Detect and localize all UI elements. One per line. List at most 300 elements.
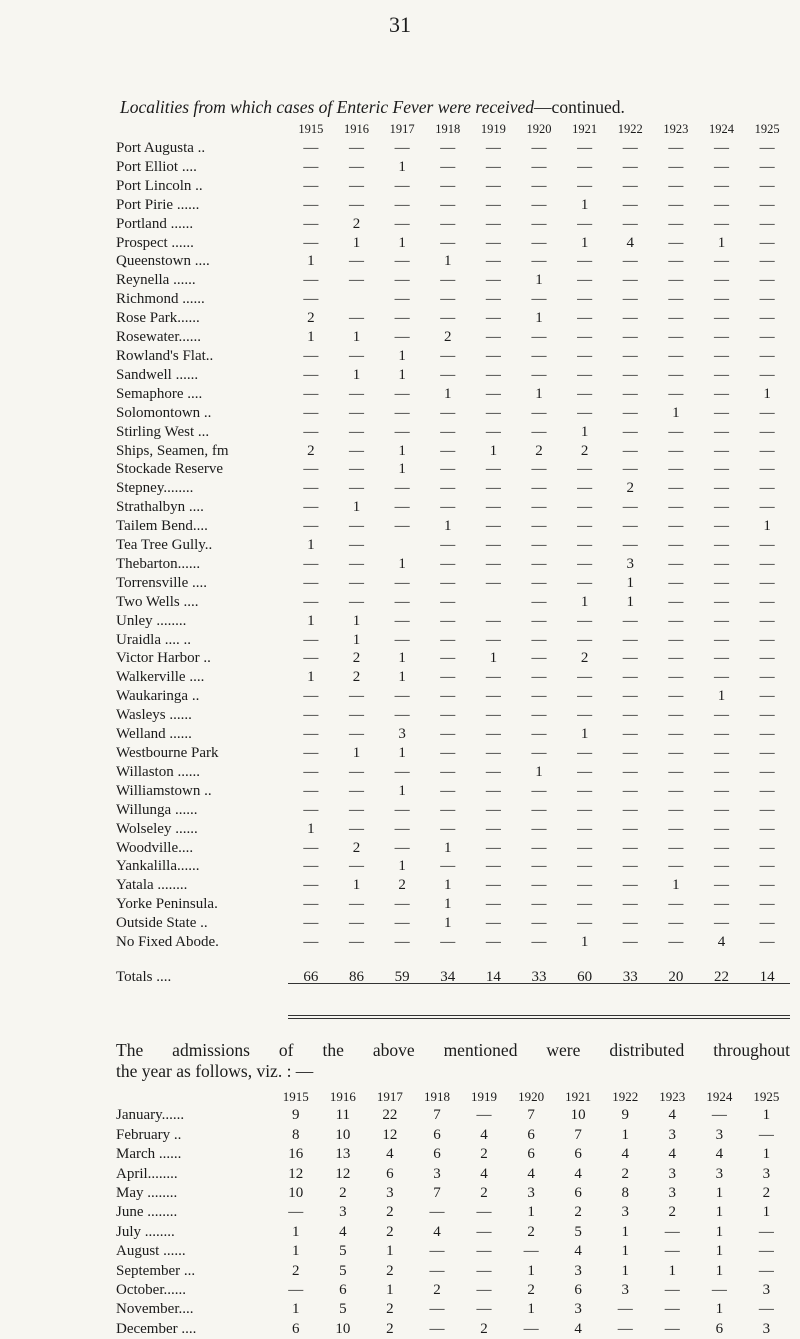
value-cell: 4 (717, 934, 726, 951)
row-label: Wolseley ...... (116, 820, 198, 837)
value-cell: — (714, 763, 730, 780)
value-cell: — (622, 839, 638, 856)
value-cell: — (668, 669, 684, 686)
value-cell: 1 (444, 839, 452, 856)
value-cell: 1 (762, 1107, 771, 1124)
row-label: Portland ...... (116, 215, 194, 232)
year-header: 1919 (480, 122, 506, 136)
value-cell: — (485, 158, 501, 175)
value-cell: — (531, 820, 547, 837)
value-cell: — (664, 1301, 680, 1318)
value-cell: — (577, 461, 593, 478)
value-cell: 1 (621, 1262, 629, 1279)
value-cell: — (440, 555, 456, 572)
value-cell: — (303, 763, 319, 780)
value-cell: — (668, 518, 684, 535)
value-cell: — (714, 896, 730, 913)
value-cell: — (485, 310, 501, 327)
value-cell: — (668, 896, 684, 913)
value-cell: — (577, 915, 593, 932)
value-cell: — (303, 877, 319, 894)
value-cell: — (714, 177, 730, 194)
value-cell: — (485, 801, 501, 818)
value-cell: — (668, 745, 684, 761)
value-cell: 3 (668, 1185, 676, 1202)
value-cell: — (668, 858, 684, 875)
value-cell: — (531, 366, 547, 383)
value-cell: — (617, 1301, 633, 1318)
value-cell: — (714, 537, 730, 554)
value-cell: — (394, 291, 410, 308)
value-cell: 2 (762, 1185, 771, 1202)
value-cell: — (759, 877, 775, 894)
row-label: October...... (116, 1282, 186, 1299)
value-cell: — (577, 347, 593, 364)
value-cell: — (349, 310, 365, 327)
value-cell: 4 (626, 234, 635, 251)
value-cell: — (531, 896, 547, 913)
value-cell: 6 (433, 1146, 441, 1163)
value-cell: — (485, 291, 501, 308)
value-cell: — (622, 763, 638, 780)
locality-row (116, 177, 790, 196)
value-cell: 1 (398, 669, 406, 686)
value-cell: 5 (574, 1223, 582, 1240)
value-cell: — (531, 707, 547, 724)
value-cell: 1 (626, 593, 635, 610)
value-cell: 9 (621, 1107, 629, 1124)
value-cell: — (531, 782, 547, 799)
locality-row (116, 801, 790, 820)
value-cell: 1 (398, 234, 406, 251)
locality-row (116, 234, 790, 253)
value-cell: — (485, 688, 501, 705)
value-cell: 1 (398, 745, 406, 761)
value-cell: 5 (339, 1243, 347, 1260)
value-cell: 12 (382, 1126, 398, 1143)
year-header-row (116, 1087, 790, 1106)
value-cell: 1 (621, 1223, 629, 1240)
total-cell: 33 (531, 968, 547, 985)
value-cell: — (668, 158, 684, 175)
row-label: Willunga ...... (116, 801, 198, 818)
value-cell: — (759, 839, 775, 856)
value-cell: 1 (444, 896, 452, 913)
value-cell: — (714, 310, 730, 327)
heading-suffix: —continued. (534, 97, 625, 117)
value-cell: — (303, 707, 319, 724)
locality-row (116, 517, 790, 536)
value-cell: — (485, 555, 501, 572)
value-cell: — (440, 745, 456, 761)
value-cell: — (668, 234, 684, 251)
value-cell: 6 (574, 1146, 582, 1163)
value-cell: — (714, 745, 730, 761)
value-cell: 12 (288, 1165, 304, 1182)
value-cell: — (440, 782, 456, 799)
value-cell: 1 (307, 669, 315, 686)
value-cell: — (440, 650, 456, 667)
value-cell: — (759, 820, 775, 837)
value-cell: — (476, 1204, 492, 1221)
value-cell: 2 (307, 310, 315, 327)
month-row (116, 1184, 790, 1203)
heading-title: Localities from which cases of Enteric Fever were received (120, 97, 535, 117)
value-cell: — (531, 423, 547, 440)
value-cell: 4 (480, 1126, 488, 1143)
value-cell: — (394, 480, 410, 497)
value-cell: — (429, 1243, 445, 1260)
value-cell: — (531, 347, 547, 364)
value-cell: — (668, 782, 684, 799)
value-cell: — (440, 726, 456, 743)
row-label: August ...... (116, 1243, 186, 1260)
value-cell: 2 (480, 1146, 488, 1163)
value-cell: — (485, 499, 501, 516)
value-cell: 1 (307, 612, 315, 629)
value-cell: 3 (762, 1282, 771, 1299)
value-cell: — (577, 688, 593, 705)
value-cell: 3 (715, 1126, 724, 1143)
year-header: 1925 (753, 1089, 780, 1104)
value-cell: — (577, 499, 593, 516)
value-cell: — (440, 140, 456, 156)
value-cell: — (714, 574, 730, 591)
value-cell: — (714, 518, 730, 535)
value-cell: — (394, 518, 410, 535)
value-cell: — (394, 763, 410, 780)
value-cell: — (394, 310, 410, 327)
value-cell: 1 (398, 782, 406, 799)
value-cell: — (485, 612, 501, 629)
value-cell: — (622, 253, 638, 270)
value-cell: 1 (352, 612, 361, 629)
value-cell: — (714, 329, 730, 346)
row-label: Queenstown .... (116, 253, 210, 270)
locality-row (116, 744, 790, 763)
value-cell: — (440, 234, 456, 251)
value-cell: 1 (626, 574, 635, 591)
value-cell: — (303, 631, 319, 648)
row-label: September ... (116, 1262, 196, 1279)
value-cell: — (440, 574, 456, 591)
value-cell: — (668, 612, 684, 629)
value-cell: — (577, 140, 593, 156)
value-cell: — (714, 612, 730, 629)
value-cell: 4 (480, 1165, 488, 1182)
value-cell: — (577, 253, 593, 270)
row-label: Sandwell ...... (116, 366, 199, 383)
locality-row (116, 631, 790, 650)
value-cell: — (668, 140, 684, 156)
value-cell: — (622, 442, 638, 459)
value-cell: — (577, 272, 593, 289)
value-cell: 6 (292, 1320, 300, 1337)
value-cell: 1 (621, 1126, 629, 1143)
value-cell: — (440, 934, 456, 951)
value-cell: — (476, 1301, 492, 1318)
value-cell: 1 (444, 877, 452, 894)
value-cell: — (531, 537, 547, 554)
value-cell (471, 593, 517, 612)
value-cell: 10 (335, 1320, 351, 1337)
value-cell: — (485, 896, 501, 913)
month-row (116, 1281, 790, 1300)
value-cell: — (485, 480, 501, 497)
value-cell: — (485, 423, 501, 440)
value-cell: — (531, 158, 547, 175)
value-cell: — (668, 763, 684, 780)
row-label: Walkerville .... (116, 669, 205, 686)
value-cell: — (759, 272, 775, 289)
value-cell: — (622, 366, 638, 383)
value-cell: — (759, 631, 775, 648)
year-header: 1921 (565, 1089, 592, 1104)
value-cell: — (303, 347, 319, 364)
value-cell: — (440, 442, 456, 459)
total-cell: 59 (394, 968, 410, 985)
value-cell: — (303, 177, 319, 194)
month-row (116, 1223, 790, 1242)
value-cell: — (622, 291, 638, 308)
value-cell: — (394, 140, 410, 156)
value-cell: — (711, 1107, 727, 1124)
value-cell: — (759, 442, 775, 459)
paragraph-line-2: the year as follows, viz. : — (116, 1061, 314, 1081)
value-cell: — (394, 934, 410, 951)
value-cell: — (531, 858, 547, 875)
value-cell: 1 (352, 234, 361, 251)
value-cell: — (577, 555, 593, 572)
value-cell: — (759, 140, 775, 156)
value-cell: — (668, 707, 684, 724)
value-cell: — (759, 669, 775, 686)
value-cell: 4 (668, 1107, 676, 1124)
value-cell: — (622, 650, 638, 667)
localities-table (116, 120, 790, 987)
value-cell: — (303, 555, 319, 572)
value-cell: — (531, 480, 547, 497)
value-cell: 3 (339, 1204, 347, 1221)
value-cell: 1 (398, 555, 406, 572)
value-cell: 2 (386, 1262, 394, 1279)
value-cell: 2 (386, 1204, 394, 1221)
value-cell: — (577, 574, 593, 591)
value-cell: — (349, 461, 365, 478)
value-cell: — (577, 669, 593, 686)
value-cell: — (485, 385, 501, 402)
value-cell: — (349, 896, 365, 913)
value-cell: — (485, 253, 501, 270)
value-cell: 1 (715, 1301, 724, 1318)
value-cell: 2 (386, 1320, 394, 1337)
value-cell: — (577, 839, 593, 856)
value-cell: — (429, 1301, 445, 1318)
value-cell: — (485, 820, 501, 837)
value-cell: — (759, 763, 775, 780)
value-cell: — (485, 858, 501, 875)
value-cell: — (394, 896, 410, 913)
value-cell: — (759, 726, 775, 743)
header-spacer (116, 120, 288, 139)
locality-row (116, 404, 790, 423)
value-cell: — (622, 310, 638, 327)
value-cell: — (622, 934, 638, 951)
value-cell: — (440, 461, 456, 478)
value-cell: — (759, 593, 775, 610)
value-cell: — (759, 499, 775, 516)
value-cell: — (758, 1126, 774, 1143)
value-cell: 3 (386, 1185, 394, 1202)
locality-row (116, 290, 790, 309)
year-header: 1916 (329, 1089, 356, 1104)
month-row (116, 1203, 790, 1222)
value-cell: 1 (621, 1243, 629, 1260)
value-cell: 1 (535, 385, 543, 402)
table-heading (120, 97, 790, 118)
value-cell: — (714, 839, 730, 856)
value-cell: — (577, 366, 593, 383)
value-cell: — (349, 726, 365, 743)
value-cell: — (759, 801, 775, 818)
value-cell: 1 (580, 726, 589, 743)
value-cell: 1 (489, 442, 498, 459)
value-cell: — (485, 537, 501, 554)
value-cell: — (759, 574, 775, 591)
value-cell: — (440, 291, 456, 308)
value-cell: — (622, 461, 638, 478)
value-cell: — (303, 782, 319, 799)
value-cell: — (714, 650, 730, 667)
value-cell: 2 (621, 1165, 629, 1182)
value-cell: — (349, 385, 365, 402)
value-cell: — (759, 650, 775, 667)
value-cell: — (394, 499, 410, 516)
value-cell: — (668, 385, 684, 402)
value-cell: — (714, 877, 730, 894)
value-cell: — (288, 1282, 304, 1299)
value-cell: — (759, 423, 775, 440)
value-cell: — (577, 820, 593, 837)
value-cell: — (485, 726, 501, 743)
value-cell: — (349, 404, 365, 421)
year-header: 1922 (612, 1089, 639, 1104)
value-cell: — (440, 404, 456, 421)
value-cell: — (711, 1282, 727, 1299)
value-cell: 3 (626, 555, 635, 572)
value-cell: — (485, 404, 501, 421)
value-cell: 1 (386, 1282, 394, 1299)
locality-row (116, 555, 790, 574)
value-cell: — (440, 707, 456, 724)
row-label: Uraidla .... .. (116, 631, 191, 648)
value-cell: 2 (535, 442, 543, 459)
value-cell: 2 (444, 329, 452, 346)
value-cell: 1 (715, 1185, 724, 1202)
value-cell: — (759, 196, 775, 213)
value-cell: 1 (398, 366, 406, 383)
value-cell: — (485, 196, 501, 213)
value-cell: — (577, 782, 593, 799)
value-cell: 1 (386, 1243, 394, 1260)
value-cell: — (349, 347, 365, 364)
row-label: Solomontown .. (116, 404, 212, 421)
value-cell: — (622, 896, 638, 913)
value-cell: — (440, 272, 456, 289)
value-cell: — (758, 1223, 774, 1240)
page-number: 31 (389, 12, 411, 37)
row-label: April........ (116, 1165, 178, 1182)
value-cell: 2 (352, 839, 361, 856)
value-cell: — (714, 782, 730, 799)
value-cell: — (476, 1223, 492, 1240)
value-cell: 6 (433, 1126, 441, 1143)
value-cell: — (349, 196, 365, 213)
total-cell: 14 (759, 968, 775, 985)
value-cell: 2 (527, 1282, 535, 1299)
value-cell: — (476, 1107, 492, 1124)
value-cell: — (485, 272, 501, 289)
value-cell: 1 (352, 631, 361, 648)
value-cell: — (531, 726, 547, 743)
value-cell: — (714, 385, 730, 402)
value-cell: — (531, 215, 547, 232)
row-label: Two Wells .... (116, 593, 199, 610)
value-cell: 1 (444, 253, 452, 270)
value-cell: 1 (668, 1262, 676, 1279)
value-cell: — (668, 461, 684, 478)
value-cell: 1 (715, 1262, 724, 1279)
value-cell: 1 (307, 253, 315, 270)
row-label: Semaphore .... (116, 385, 203, 402)
value-cell: — (668, 177, 684, 194)
value-cell: 1 (292, 1301, 300, 1318)
value-cell: 1 (762, 1146, 771, 1163)
total-cell: 33 (622, 968, 638, 985)
value-cell: — (759, 310, 775, 327)
locality-row (116, 460, 790, 479)
row-label: Port Lincoln .. (116, 177, 203, 194)
value-cell: — (531, 234, 547, 251)
value-cell: — (622, 177, 638, 194)
value-cell: — (668, 839, 684, 856)
row-label: Stirling West ... (116, 423, 210, 440)
value-cell: — (531, 934, 547, 951)
value-cell: — (440, 593, 456, 610)
month-row (116, 1262, 790, 1281)
value-cell: — (440, 801, 456, 818)
value-cell: — (714, 669, 730, 686)
value-cell: — (668, 329, 684, 346)
value-cell: — (303, 726, 319, 743)
value-cell: 3 (668, 1126, 676, 1143)
value-cell: — (349, 177, 365, 194)
value-cell: — (394, 612, 410, 629)
total-cell: 86 (349, 968, 365, 985)
value-cell: — (349, 480, 365, 497)
value-cell: — (531, 745, 547, 761)
value-cell: — (664, 1223, 680, 1240)
value-cell: 4 (668, 1146, 676, 1163)
value-cell: — (668, 272, 684, 289)
month-row (116, 1320, 790, 1339)
value-cell: — (531, 177, 547, 194)
locality-row (116, 593, 790, 612)
value-cell: 3 (433, 1165, 441, 1182)
value-cell: 1 (352, 329, 361, 346)
value-cell: — (303, 896, 319, 913)
value-cell: 2 (307, 442, 315, 459)
